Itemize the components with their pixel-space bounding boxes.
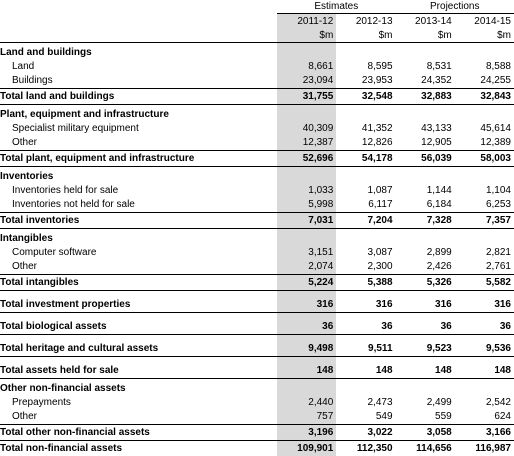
cell-value: 5,224 — [277, 275, 336, 291]
cell-value: 12,826 — [336, 136, 395, 151]
total-row — [0, 275, 514, 291]
cell-value: 32,548 — [336, 89, 395, 105]
cell-value: 6,184 — [396, 198, 455, 213]
unit-header: $m — [396, 29, 455, 43]
total-row — [0, 425, 514, 441]
total-row — [0, 151, 514, 167]
cell-value: 116,987 — [455, 441, 514, 456]
unit-header: $m — [277, 29, 336, 43]
cell-value: 2,499 — [396, 396, 455, 410]
cell-value: 2,074 — [277, 260, 336, 275]
cell-value: 8,531 — [396, 60, 455, 74]
cell-value: 2,426 — [396, 260, 455, 275]
cell-value: 559 — [396, 410, 455, 425]
unit-header-row — [0, 29, 514, 43]
cell-value: 2,542 — [455, 396, 514, 410]
cell-value: 9,536 — [455, 335, 514, 357]
cell-value: 56,039 — [396, 151, 455, 167]
cell-value: 3,196 — [277, 425, 336, 441]
section-title: Inventories — [0, 167, 277, 185]
cell-value: 9,523 — [396, 335, 455, 357]
row-label: Buildings — [0, 74, 277, 89]
row-label: Total other non-financial assets — [0, 425, 277, 441]
total-row — [0, 291, 514, 313]
cell-value: 316 — [396, 291, 455, 313]
cell-value: 5,582 — [455, 275, 514, 291]
row-label: Land — [0, 60, 277, 74]
cell-value: 3,151 — [277, 246, 336, 260]
table-row — [0, 60, 514, 74]
row-label: Other — [0, 410, 277, 425]
year-header-row — [0, 14, 514, 30]
cell-value: 3,022 — [336, 425, 395, 441]
cell-value: 54,178 — [336, 151, 395, 167]
cell-value: 58,003 — [455, 151, 514, 167]
cell-value: 32,843 — [455, 89, 514, 105]
unit-blank — [0, 29, 277, 43]
table-row — [0, 184, 514, 198]
section-header-row — [0, 167, 514, 185]
table-row — [0, 396, 514, 410]
group-projections: Projections — [396, 0, 514, 14]
cell-value: 2,899 — [396, 246, 455, 260]
row-label: Total investment properties — [0, 291, 277, 313]
table-row — [0, 74, 514, 89]
total-row — [0, 335, 514, 357]
cell-value: 6,253 — [455, 198, 514, 213]
cell-value: 36 — [455, 313, 514, 335]
section-header-row — [0, 229, 514, 247]
cell-value: 9,511 — [336, 335, 395, 357]
year-header: 2014-15 — [455, 14, 514, 30]
cell-value: 1,087 — [336, 184, 395, 198]
unit-header: $m — [455, 29, 514, 43]
cell-value: 3,166 — [455, 425, 514, 441]
cell-value: 24,352 — [396, 74, 455, 89]
cell-value: 624 — [455, 410, 514, 425]
row-label: Total plant, equipment and infrastructure — [0, 151, 277, 167]
cell-value: 148 — [396, 357, 455, 379]
row-label: Inventories held for sale — [0, 184, 277, 198]
year-header: 2013-14 — [396, 14, 455, 30]
cell-value: 148 — [336, 357, 395, 379]
table-row — [0, 198, 514, 213]
cell-value: 316 — [455, 291, 514, 313]
cell-value: 3,058 — [396, 425, 455, 441]
cell-value: 316 — [336, 291, 395, 313]
cell-value: 757 — [277, 410, 336, 425]
cell-value: 112,350 — [336, 441, 395, 456]
cell-value: 114,656 — [396, 441, 455, 456]
section-title: Land and buildings — [0, 43, 277, 61]
cell-value: 3,087 — [336, 246, 395, 260]
cell-value: 7,204 — [336, 213, 395, 229]
year-header: 2011-12 — [277, 14, 336, 30]
row-label: Total inventories — [0, 213, 277, 229]
year-header: 2012-13 — [336, 14, 395, 30]
cell-value: 1,033 — [277, 184, 336, 198]
cell-value: 549 — [336, 410, 395, 425]
cell-value: 1,104 — [455, 184, 514, 198]
cell-value: 5,326 — [396, 275, 455, 291]
cell-value: 31,755 — [277, 89, 336, 105]
cell-value: 2,821 — [455, 246, 514, 260]
cell-value: 2,300 — [336, 260, 395, 275]
table-row — [0, 122, 514, 136]
row-label: Inventories not held for sale — [0, 198, 277, 213]
table-row — [0, 410, 514, 425]
cell-value: 148 — [455, 357, 514, 379]
cell-value: 6,117 — [336, 198, 395, 213]
row-label: Total land and buildings — [0, 89, 277, 105]
row-label: Total assets held for sale — [0, 357, 277, 379]
cell-value: 1,144 — [396, 184, 455, 198]
cell-value: 109,901 — [277, 441, 336, 456]
cell-value: 32,883 — [396, 89, 455, 105]
cell-value: 8,588 — [455, 60, 514, 74]
cell-value: 316 — [277, 291, 336, 313]
cell-value: 12,905 — [396, 136, 455, 151]
cell-value: 36 — [396, 313, 455, 335]
cell-value: 7,357 — [455, 213, 514, 229]
row-label: Total biological assets — [0, 313, 277, 335]
row-label: Total intangibles — [0, 275, 277, 291]
row-label: Total non-financial assets — [0, 441, 277, 456]
section-title: Other non-financial assets — [0, 379, 277, 397]
cell-value: 148 — [277, 357, 336, 379]
cell-value: 8,595 — [336, 60, 395, 74]
table-row — [0, 246, 514, 260]
cell-value: 45,614 — [455, 122, 514, 136]
table-row — [0, 136, 514, 151]
row-label: Total heritage and cultural assets — [0, 335, 277, 357]
cell-value: 2,473 — [336, 396, 395, 410]
section-title: Plant, equipment and infrastructure — [0, 105, 277, 123]
year-blank — [0, 14, 277, 30]
row-label: Other — [0, 260, 277, 275]
cell-value: 23,953 — [336, 74, 395, 89]
section-header-row — [0, 43, 514, 61]
row-label: Prepayments — [0, 396, 277, 410]
group-estimates: Estimates — [277, 0, 395, 14]
cell-value: 43,133 — [396, 122, 455, 136]
row-label: Specialist military equipment — [0, 122, 277, 136]
unit-header: $m — [336, 29, 395, 43]
cell-value: 52,696 — [277, 151, 336, 167]
row-label: Computer software — [0, 246, 277, 260]
cell-value: 9,498 — [277, 335, 336, 357]
row-label: Other — [0, 136, 277, 151]
header-blank — [0, 0, 277, 14]
group-header-row — [0, 0, 514, 14]
cell-value: 7,328 — [396, 213, 455, 229]
cell-value: 12,389 — [455, 136, 514, 151]
total-row — [0, 89, 514, 105]
section-header-row — [0, 379, 514, 397]
cell-value: 8,661 — [277, 60, 336, 74]
cell-value: 24,255 — [455, 74, 514, 89]
section-header-row — [0, 105, 514, 123]
cell-value: 41,352 — [336, 122, 395, 136]
cell-value: 7,031 — [277, 213, 336, 229]
cell-value: 5,998 — [277, 198, 336, 213]
cell-value: 40,309 — [277, 122, 336, 136]
cell-value: 23,094 — [277, 74, 336, 89]
total-row — [0, 213, 514, 229]
total-row — [0, 357, 514, 379]
section-title: Intangibles — [0, 229, 277, 247]
cell-value: 36 — [336, 313, 395, 335]
cell-value: 5,388 — [336, 275, 395, 291]
table-row — [0, 260, 514, 275]
cell-value: 2,440 — [277, 396, 336, 410]
cell-value: 36 — [277, 313, 336, 335]
cell-value: 2,761 — [455, 260, 514, 275]
cell-value: 12,387 — [277, 136, 336, 151]
total-row — [0, 313, 514, 335]
